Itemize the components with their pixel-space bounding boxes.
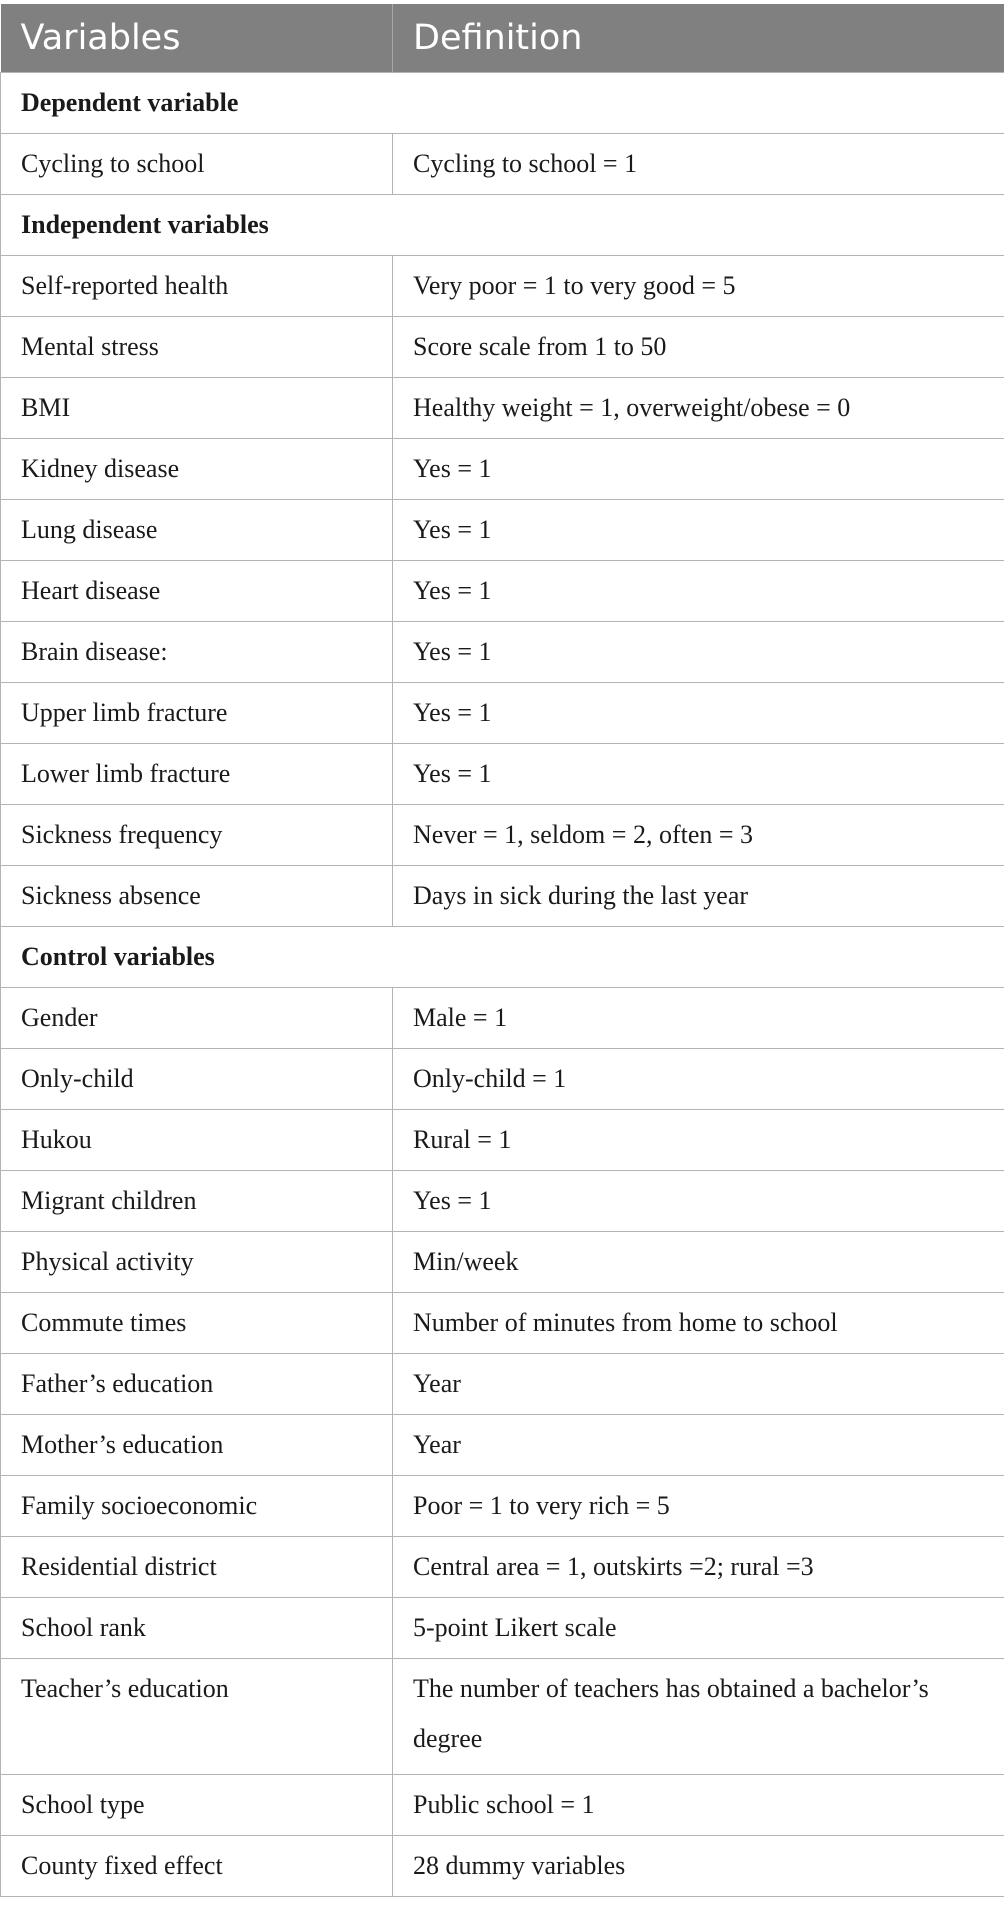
table-row <box>1 1171 1004 1232</box>
definition-cell: Poor = 1 to very rich = 5 <box>393 1476 1004 1537</box>
definition-cell: Never = 1, seldom = 2, often = 3 <box>393 805 1004 866</box>
table-header-row <box>1 4 1004 73</box>
table-row <box>1 622 1004 683</box>
variable-cell: Sickness absence <box>1 866 393 927</box>
variable-cell: School type <box>1 1775 393 1836</box>
variable-cell: Heart disease <box>1 561 393 622</box>
variable-cell: Mother’s education <box>1 1415 393 1476</box>
definition-cell: Year <box>393 1354 1004 1415</box>
variable-cell: Upper limb fracture <box>1 683 393 744</box>
table-row <box>1 317 1004 378</box>
table-row <box>1 500 1004 561</box>
definition-cell: 28 dummy variables <box>393 1836 1004 1897</box>
variable-cell: Self-reported health <box>1 256 393 317</box>
table-row <box>1 1354 1004 1415</box>
variable-cell: Only-child <box>1 1049 393 1110</box>
variable-cell: School rank <box>1 1598 393 1659</box>
table-row <box>1 1836 1004 1897</box>
definition-cell: Central area = 1, outskirts =2; rural =3 <box>393 1537 1004 1598</box>
section-label-control: Control variables <box>1 927 1004 988</box>
definition-cell: Male = 1 <box>393 988 1004 1049</box>
table-row <box>1 1232 1004 1293</box>
variable-cell: BMI <box>1 378 393 439</box>
definition-cell: Rural = 1 <box>393 1110 1004 1171</box>
table-row <box>1 1110 1004 1171</box>
definition-cell: Year <box>393 1415 1004 1476</box>
definition-cell: 5-point Likert scale <box>393 1598 1004 1659</box>
definition-cell: Cycling to school = 1 <box>393 134 1004 195</box>
table-row <box>1 439 1004 500</box>
table-row <box>1 1537 1004 1598</box>
table-row <box>1 561 1004 622</box>
definition-cell: Min/week <box>393 1232 1004 1293</box>
variable-cell: Cycling to school <box>1 134 393 195</box>
section-row-independent <box>1 195 1004 256</box>
variable-cell: County fixed effect <box>1 1836 393 1897</box>
table-row <box>1 378 1004 439</box>
table-row <box>1 805 1004 866</box>
header-variables: Variables <box>1 4 393 73</box>
variable-cell: Mental stress <box>1 317 393 378</box>
definition-cell: Yes = 1 <box>393 622 1004 683</box>
table-row <box>1 1659 1004 1775</box>
table-row <box>1 1598 1004 1659</box>
definition-cell: Public school = 1 <box>393 1775 1004 1836</box>
section-row-control <box>1 927 1004 988</box>
variables-table-container <box>0 4 1004 1897</box>
variable-cell: Commute times <box>1 1293 393 1354</box>
table-row <box>1 1049 1004 1110</box>
definition-cell: The number of teachers has obtained a bachelor’s degree <box>393 1659 1004 1775</box>
variable-cell: Migrant children <box>1 1171 393 1232</box>
table-row <box>1 1476 1004 1537</box>
definition-cell: Yes = 1 <box>393 683 1004 744</box>
section-row-dependent <box>1 73 1004 134</box>
definition-cell: Yes = 1 <box>393 744 1004 805</box>
definition-cell: Yes = 1 <box>393 1171 1004 1232</box>
variable-cell: Teacher’s education <box>1 1659 393 1775</box>
definition-cell: Score scale from 1 to 50 <box>393 317 1004 378</box>
definition-cell: Yes = 1 <box>393 561 1004 622</box>
table-row <box>1 988 1004 1049</box>
variable-cell: Residential district <box>1 1537 393 1598</box>
variable-cell: Lower limb fracture <box>1 744 393 805</box>
table-row <box>1 866 1004 927</box>
variable-cell: Lung disease <box>1 500 393 561</box>
table-row <box>1 683 1004 744</box>
variable-cell: Physical activity <box>1 1232 393 1293</box>
definition-cell: Only-child = 1 <box>393 1049 1004 1110</box>
header-definition: Definition <box>393 4 1004 73</box>
table-row <box>1 1775 1004 1836</box>
definition-cell: Days in sick during the last year <box>393 866 1004 927</box>
table-row <box>1 1293 1004 1354</box>
variable-cell: Kidney disease <box>1 439 393 500</box>
table-row <box>1 1415 1004 1476</box>
definition-cell: Healthy weight = 1, overweight/obese = 0 <box>393 378 1004 439</box>
section-label-dependent: Dependent variable <box>1 73 1004 134</box>
table-row <box>1 744 1004 805</box>
definition-cell: Very poor = 1 to very good = 5 <box>393 256 1004 317</box>
table-row <box>1 256 1004 317</box>
variable-cell: Gender <box>1 988 393 1049</box>
section-label-independent: Independent variables <box>1 195 1004 256</box>
variable-cell: Family socioeconomic <box>1 1476 393 1537</box>
definition-cell: Yes = 1 <box>393 439 1004 500</box>
variable-cell: Sickness frequency <box>1 805 393 866</box>
variables-table <box>0 4 1004 1897</box>
definition-cell: Yes = 1 <box>393 500 1004 561</box>
variable-cell: Brain disease: <box>1 622 393 683</box>
variable-cell: Father’s education <box>1 1354 393 1415</box>
variable-cell: Hukou <box>1 1110 393 1171</box>
table-row <box>1 134 1004 195</box>
definition-cell: Number of minutes from home to school <box>393 1293 1004 1354</box>
